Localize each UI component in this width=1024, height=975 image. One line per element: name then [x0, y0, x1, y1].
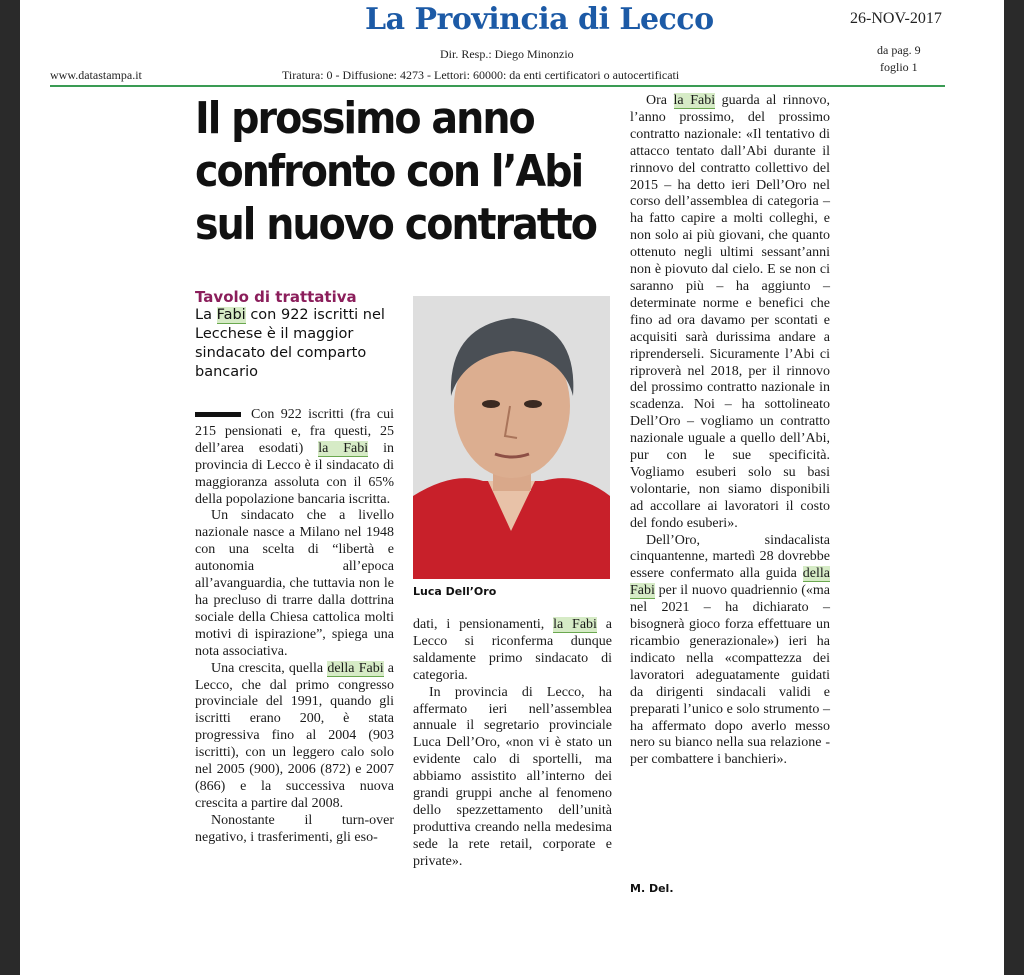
article-column-2 — [413, 617, 612, 871]
keyword-highlight: della Fabi — [630, 566, 830, 599]
headline — [195, 92, 597, 251]
keyword-highlight: la Fabi — [553, 617, 597, 632]
editor-line: Dir. Resp.: Diego Minonzio — [440, 47, 574, 61]
text: guarda al rinnovo, l’anno prossimo, del prossimo contratto nazionale: «Il tentativo di attacco tentato dall’Abi durante il rinnovo del contratto collettivo del 2015 – ha detto ieri Dell’Oro nel corso dell’assemblea di categoria – ha fatto capire a molti colleghi, e non solo ai più giovani, che quanto ottenuto negli ultimi sessant’anni non è piovuto dal cielo. E se non ci saranno più – ha aggiunto – determinate norme e benefici che fino ad ora davamo per scontati e acquisiti sarà durissima andare a riprenderseli. Sicuramente l’Abi ci riproverà nel 2018, per il rinnovo del prossimo contratto nazionale in scadenza. Noi – ha sottolineato Dell’Oro – vogliamo un contratto nazionale uguale a quello dell’Abi, pur con le sue specificità. Vogliamo esuberi solo su basi volontarie, non siamo disponibili ad accollare ai lavoratori il costo del fondo esuberi». — [630, 93, 830, 531]
subheadline — [195, 306, 415, 382]
article-column-1 — [195, 407, 394, 847]
text: a Lecco, che dal primo congresso provinciale del 1991, quando gli iscritti erano 200, è stata progressiva fino al 2004 (903 iscritti), con un leggero calo solo nel 2005 (900), 2006 (872) e 2007 (866) e la successiva nuova crescita a partire dal 2008. — [195, 660, 394, 811]
portrait-illustration — [413, 296, 610, 579]
text: a Lecco si riconferma dunque saldamente primo sindacato di categoria. — [413, 617, 613, 683]
keyword-highlight: la Fabi — [673, 93, 716, 108]
paragraph: Un sindacato che a livello nazionale nasce a Milano nel 1948 con una scelta di “libertà e autonomia all’epoca all’avanguardia, che tuttavia non le ha precluso di trarre dalla dottrina sociale della Chiesa cattolica molti motivi di ispirazione”, spiega una nota associativa. — [195, 508, 394, 659]
kicker: Tavolo di trattativa — [195, 288, 357, 306]
subhead-text: con 922 iscritti nel Lecchese è il maggior sindacato del comparto bancario — [195, 307, 385, 380]
headline-line: Il prossimo anno — [195, 93, 534, 144]
keyword-highlight: Fabi — [216, 307, 246, 323]
circulation-info: Tiratura: 0 - Diffusione: 4273 - Lettori: 60000: da enti certificatori o autocertificati — [282, 68, 680, 82]
paragraph — [630, 533, 830, 770]
text: in provincia di Lecco è il sindacato di maggioranza assoluta con il 65% della popolazione bancaria iscritta. — [195, 440, 395, 507]
paragraph — [630, 93, 830, 533]
publication-date: 26-NOV-2017 — [850, 10, 942, 27]
portrait-photo — [413, 296, 610, 579]
paragraph: Nonostante il turn-over negativo, i trasferimenti, gli eso- — [195, 812, 394, 845]
keyword-highlight: della Fabi — [327, 660, 384, 676]
sheet-number: foglio 1 — [880, 60, 918, 74]
author-signature: M. Del. — [630, 882, 674, 895]
keyword-highlight: la Fabi — [318, 440, 369, 456]
lead-bar — [195, 412, 241, 417]
newspaper-clipping — [20, 0, 1004, 975]
text: Ora — [646, 93, 674, 108]
text: Dell’Oro, sindacalista cinquantenne, martedì 28 dovrebbe essere confermato alla guida — [630, 532, 830, 582]
header-rule — [50, 85, 945, 87]
paragraph — [413, 617, 612, 685]
text: Con 922 iscritti (fra cui 215 pensionati e, fra questi, 25 dell’area esodati) — [195, 407, 394, 456]
headline-line: sul nuovo contratto — [195, 199, 597, 250]
paragraph — [195, 407, 394, 508]
text: dati, i pensionamenti, — [413, 617, 554, 632]
masthead: La Provincia di Lecco — [365, 2, 714, 37]
page-reference: da pag. 9 — [877, 43, 921, 57]
photo-caption: Luca Dell’Oro — [413, 585, 497, 598]
subhead-text: La — [195, 307, 217, 323]
paragraph: In provincia di Lecco, ha affermato ieri nell’assemblea annuale il segretario provinciale Luca Dell’Oro, «non vi è stato un evidente calo di sportelli, ma abbiamo assistito all’interno dei grandi gruppi anche al fenomeno dello spezzettamento dell’unità produttiva creando nella medesima sede la rete retail, corporate e private». — [413, 684, 612, 869]
article-column-3 — [630, 93, 830, 769]
headline-line: confronto con l’Abi — [195, 146, 583, 197]
text: per il nuovo quadriennio («ma nel 2021 – ha dichiarato – bisognerà gioco forza effettuare un ricambio generazionale») ieri ha indicato nella «compattezza dei lavoratori adeguatamente guidati da dirigenti sindacali validi e preparati l’unico e solo strumento – ha affermato dopo averlo messo nero su bianco nella sua relazione - per combattere i banchieri». — [630, 583, 830, 768]
paragraph — [195, 661, 394, 813]
website: www.datastampa.it — [50, 68, 142, 82]
text: Una crescita, quella — [211, 660, 328, 676]
